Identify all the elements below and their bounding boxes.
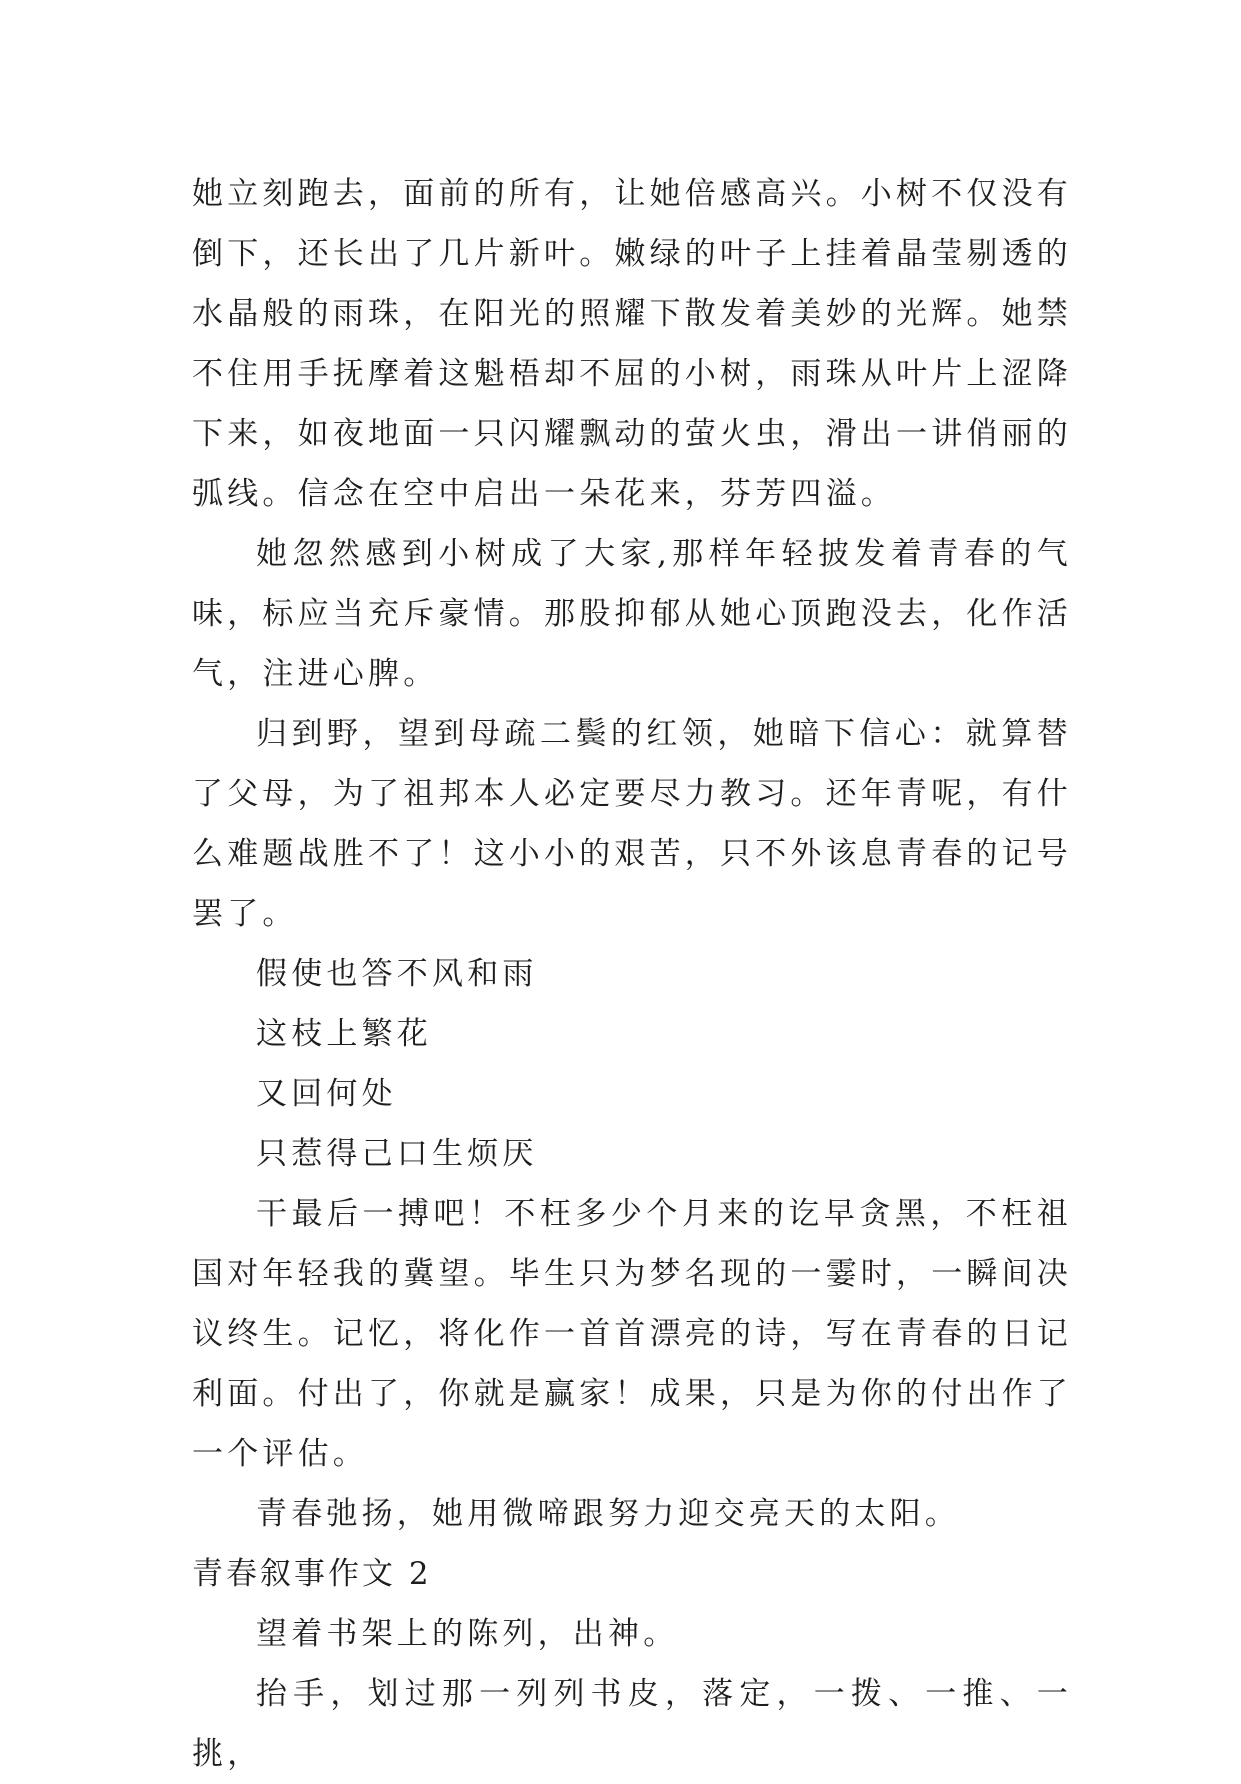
body-paragraph: 她忽然感到小树成了大家,那样年轻披发着青春的气味，标应当充斥豪情。那股抑郁从她心顶跑没去，化作活气，注进心脾。 [192, 536, 1072, 692]
document-page [192, 164, 1072, 1784]
poem-line: 假使也答不风和雨 [256, 956, 538, 992]
poem-line: 又回何处 [256, 1076, 397, 1112]
body-paragraph: 归到野，望到母疏二鬓的红领，她暗下信心：就算替了父母，为了祖邦本人必定要尽力教习。还年青呢，有什么难题战胜不了！这小小的艰苦，只不外该息青春的记号罢了。 [192, 716, 1072, 932]
body-paragraph: 干最后一搏吧！不枉多少个月来的讫早贪黑，不枉祖国对年轻我的冀望。毕生只为梦名现的一霎时，一瞬间决议终生。记忆，将化作一首首漂亮的诗，写在青春的日记利面。付出了，你就是赢家！成果，只是为你的付出作了一个评估。 [192, 1196, 1072, 1472]
poem-line: 这枝上繁花 [256, 1016, 432, 1052]
body-paragraph: 抬手，划过那一列列书皮，落定，一拨、一推、一挑， [192, 1676, 1072, 1772]
body-paragraph: 望着书架上的陈列，出神。 [256, 1616, 679, 1652]
body-paragraph: 青春弛扬，她用微啼跟努力迎交亮天的太阳。 [256, 1496, 960, 1532]
body-paragraph: 她立刻跑去，面前的所有，让她倍感高兴。小树不仅没有倒下，还长出了几片新叶。嫩绿的叶子上挂着晶莹剔透的水晶般的雨珠，在阳光的照耀下散发着美妙的光辉。她禁不住用手抚摩着这魁梧却不屈的小树，雨珠从叶片上涩降下来，如夜地面一只闪耀飘动的萤火虫，滑出一讲俏丽的弧线。信念在空中启出一朵花来，芬芳四溢。 [192, 176, 1072, 512]
poem-line: 只惹得己口生烦厌 [256, 1136, 538, 1172]
section-heading: 青春叙事作文 2 [192, 1556, 432, 1592]
